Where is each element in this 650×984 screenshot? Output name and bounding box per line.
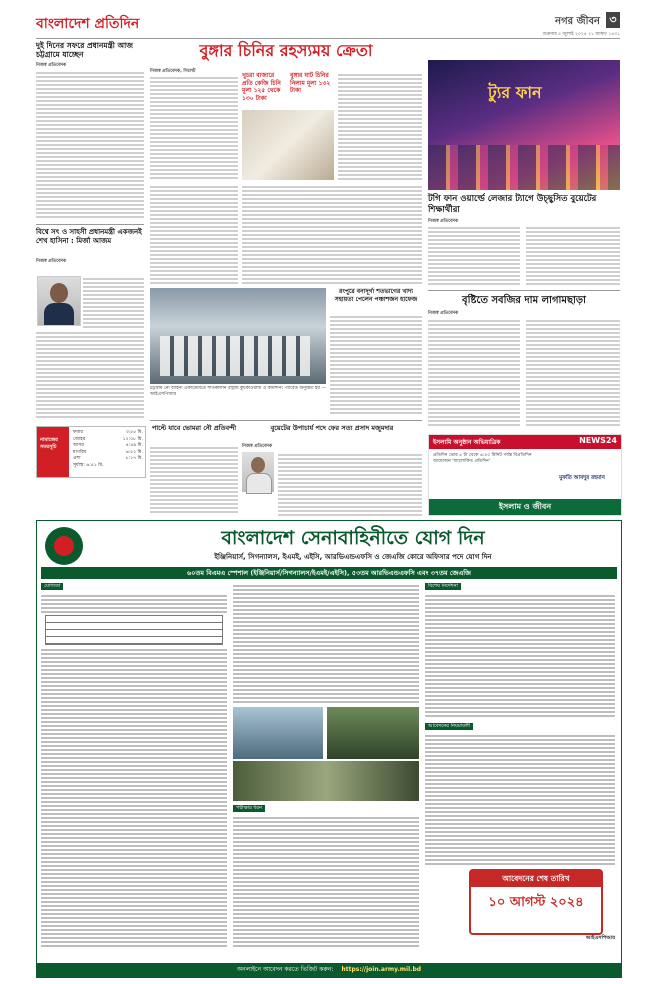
deadline-label: আবেদনের শেষ তারিখ — [471, 871, 601, 887]
buet-headline: বুয়েটের উপাচার্য পদে ফের সত্য প্রসাদ মজুমদার — [270, 424, 394, 432]
navy-parade-photo — [150, 288, 326, 384]
prayer-row: মাগরিব ৬:৫২ মি. — [73, 449, 143, 455]
army-section-eligibility: যোগ্যতা — [41, 583, 63, 590]
mid-divider — [150, 420, 422, 421]
pull-quote-auction: বুঙ্গার ঘাট চিনির নিলাম মূল্য ১৩২ টাকা — [290, 72, 331, 94]
main-col-c — [338, 72, 422, 180]
brand-logo: বাংলাদেশ প্রতিদিন — [36, 16, 140, 32]
army-section-notes: বিশেষ নির্দেশনা — [425, 583, 461, 590]
army-headline: বাংলাদেশ সেনাবাহিনীতে যোগ দিন — [221, 527, 485, 549]
prayer-times-box — [36, 426, 146, 478]
main-byline: নিজস্ব প্রতিবেদক, সিলেট — [150, 69, 196, 74]
bhomra-body — [150, 445, 238, 515]
main-col-a — [150, 75, 238, 180]
news24-program-line: ইসলামি অনুষ্ঠান অভিযাত্রিক — [433, 439, 501, 446]
prayer-row: এশা ৮:১৭ মি. — [73, 456, 143, 461]
col1-body2-right — [83, 276, 144, 328]
army-colB-text2 — [233, 815, 419, 947]
army-colA-text — [41, 593, 227, 613]
deadline-date: ১০ আগস্ট ২০২৪ — [488, 895, 584, 910]
right-divider — [428, 290, 620, 291]
col1-body — [36, 70, 144, 220]
army-colC-text — [425, 593, 615, 719]
army-footer-label: অনলাইনে আবেদন করতে ভিজিট করুন: — [236, 966, 334, 973]
army-footer — [37, 963, 621, 977]
news24-schedule: প্রতিদিন ভোর ৫ টা থেকে ৬:৪০ মিনিট পর্যন্ত বিপ্রতিদিন আয়োজন 'আলোকিত প্রতিদিন' — [433, 453, 532, 464]
sugar-sack-photo — [242, 110, 334, 180]
toggi-photo-text: ট্যুর ফান — [488, 83, 542, 102]
page-number: ৩ — [606, 12, 620, 28]
rangpur-body — [330, 314, 422, 414]
army-section-exam: পরীক্ষার ধরন — [233, 805, 265, 812]
prayer-title: নামাজের সময়সূচি — [37, 427, 69, 477]
vegetables-body-a — [428, 318, 520, 428]
army-colB-text — [233, 583, 419, 703]
army-section-apply: আবেদনের নিয়মাবলী — [425, 723, 473, 730]
col1-headline: দুই দিনের সফরে প্রধানমন্ত্রী আজ চট্টগ্রামে যাচ্ছেন — [36, 41, 133, 59]
news24-tagline: ইসলাম ও জীবন — [429, 499, 621, 515]
army-emblem-icon — [45, 527, 83, 565]
army-apply-link[interactable]: https://join.army.mil.bd — [341, 966, 422, 973]
col1-byline2: নিজস্ব প্রতিবেদক — [36, 259, 67, 264]
main-col-e — [150, 184, 238, 284]
main-col-d — [242, 184, 422, 284]
toggi-headline: টগি ফান ওয়ার্ল্ডে লেজার ট্যাগে উচ্ছ্বসিত বুয়েটের শিক্ষার্থীরা — [428, 194, 597, 215]
deadline-box — [469, 869, 603, 935]
buet-byline: নিজস্ব প্রতিবেদক — [242, 444, 273, 449]
army-ad — [36, 520, 622, 978]
news24-ad — [428, 434, 622, 516]
portrait-photo — [37, 276, 81, 326]
pull-quote-retail: খুচরা বাজারে প্রতি কেজি চিনি মূল্য ১২৫ থেকে ১৩০ টাকা — [242, 72, 281, 102]
dateline: শুক্রবার ৫ জুলাই ২০২৪ ২১ আষাঢ় ১৪৩১ — [542, 32, 620, 37]
main-headline: বুঙ্গার চিনির রহস্যময় ক্রেতা — [199, 41, 373, 60]
masthead — [36, 14, 156, 36]
prayer-row: ফজর ৩:৫৫ মি. — [73, 430, 143, 435]
vegetables-body-b — [526, 318, 620, 428]
prayer-row: জোহর ১২:০৮ মি. — [73, 436, 143, 442]
toggi-body-b — [526, 225, 620, 287]
rangpur-headline: রংপুরে বন্যদূর্গা শতভাগের খাদ্য সহায়তা পেলেন পঞ্চাশজন হাফেজ — [334, 288, 418, 303]
army-colC-text2 — [425, 733, 615, 865]
army-photo-3 — [233, 761, 419, 801]
army-photo-1 — [233, 707, 323, 759]
army-colA-text2 — [41, 647, 227, 947]
army-ref: আইএসপিআর — [586, 935, 615, 941]
vegetables-headline: বৃষ্টিতে সবজির দাম লাগামছাড়া — [462, 295, 586, 306]
toggi-body-a — [428, 225, 520, 287]
toggi-photo — [428, 60, 620, 190]
section-label: নগর জীবন — [555, 16, 600, 27]
army-course-line: ৬০তম বিএমএ স্পেশাল (ইঞ্জিনিয়ার্স/সিগন্যালস/ইএমই/এইসি), ৫৩তম আরভিএন্ডএফসি এবং ৩৭তম জেএজি — [41, 567, 617, 579]
army-subhead: ইঞ্জিনিয়ার্স, সিগন্যালস, ইএমই, এইসি, আরভিএন্ডএফসি ও জেএজি কোরে অফিসার পদে যোগ দিন — [214, 553, 492, 561]
col1-divider — [36, 224, 144, 225]
toggi-byline: নিজস্ব প্রতিবেদক — [428, 219, 459, 224]
col1-headline2: বিশ্বে সৎ ও সাহসী প্রধানমন্ত্রী একজনই শেখ হাসিনা : মির্জা আজম — [36, 228, 142, 245]
news24-logo: NEWS24 — [579, 436, 617, 445]
vegetables-byline: নিজস্ব প্রতিবেদক — [428, 311, 459, 316]
bhomra-headline: পাল্টে যাবে ভোমরা নৌ প্রতিবন্দী — [151, 424, 237, 432]
news24-host: মুফতি আবদুর রহমান — [559, 475, 605, 481]
army-photo-2 — [327, 707, 419, 759]
col1-byline: নিজস্ব প্রতিবেদক — [36, 63, 67, 68]
sunset-time: সূর্যাস্ত: ৬:৫১ মি. — [73, 462, 104, 468]
army-age-table — [45, 615, 223, 645]
vc-portrait — [242, 452, 274, 492]
buet-body — [278, 452, 422, 516]
col1-body2 — [36, 330, 144, 420]
header-rule — [36, 38, 620, 39]
prayer-row: আসর ৪:৪৯ মি. — [73, 443, 143, 448]
navy-photo-caption: চট্টগ্রাম নৌ বাহিনী একাডেমিতে শীতকালীন রাষ্ট্রীয় কুচকাওয়াজ ও কমিশনিং প্যারেড অনুষ্ঠিত হয় — আইএসপিআর — [150, 386, 326, 397]
